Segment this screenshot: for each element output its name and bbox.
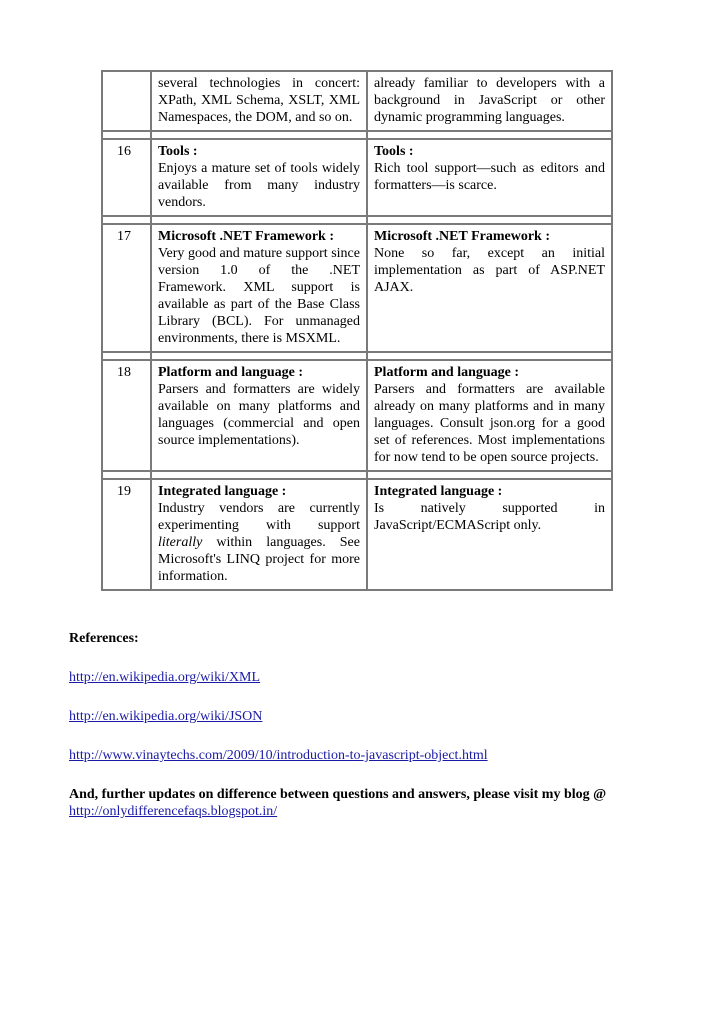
row-number: 19 <box>102 479 151 590</box>
xml-cell-heading: Microsoft .NET Framework : <box>158 229 334 244</box>
json-cell-text: Rich tool support—such as editors and formatters—is scarce. <box>374 161 605 193</box>
reference-link-json[interactable]: http://en.wikipedia.org/wiki/JSON <box>69 709 263 724</box>
json-cell-text: Is natively supported in JavaScript/ECMAScript only. <box>374 501 605 533</box>
table-row <box>102 139 612 216</box>
xml-cell <box>151 360 367 471</box>
table-row <box>102 224 612 352</box>
blog-note: And, further updates on difference between questions and answers, please visit my blog @ <box>69 787 607 802</box>
json-cell-heading: Tools : <box>374 144 414 159</box>
xml-cell-heading: Platform and language : <box>158 365 304 380</box>
row-number <box>102 71 151 131</box>
xml-cell-heading: Tools : <box>158 144 198 159</box>
row-separator <box>102 216 612 224</box>
row-number: 17 <box>102 224 151 352</box>
json-cell-text: None so far, except an initial implementation as part of ASP.NET AJAX. <box>374 246 605 295</box>
xml-cell-text-b: within languages. See Microsoft's LINQ project for more information. <box>158 535 360 584</box>
xml-cell-text-a: Industry vendors are currently experimenting with support <box>158 501 360 533</box>
xml-cell-text: several technologies in concert: XPath, XML Schema, XSLT, XML Namespaces, the DOM, and so on. <box>158 76 360 125</box>
json-cell <box>367 224 612 352</box>
comparison-table <box>101 70 613 591</box>
reference-link-vinaytechs[interactable]: http://www.vinaytechs.com/2009/10/introduction-to-javascript-object.html <box>69 748 488 763</box>
row-separator <box>102 471 612 479</box>
json-cell <box>367 71 612 131</box>
json-cell-heading: Microsoft .NET Framework : <box>374 229 550 244</box>
table-row <box>102 71 612 131</box>
json-cell-text: already familiar to developers with a background in JavaScript or other dynamic programming languages. <box>374 76 605 125</box>
xml-cell-heading: Integrated language : <box>158 484 287 499</box>
xml-cell <box>151 224 367 352</box>
row-separator <box>102 352 612 360</box>
json-cell <box>367 360 612 471</box>
table-row <box>102 360 612 471</box>
reference-link-xml[interactable]: http://en.wikipedia.org/wiki/XML <box>69 670 261 685</box>
json-cell-heading: Integrated language : <box>374 484 503 499</box>
xml-cell <box>151 71 367 131</box>
json-cell <box>367 479 612 590</box>
table-row <box>102 479 612 590</box>
references-section <box>69 630 659 820</box>
json-cell-heading: Platform and language : <box>374 365 520 380</box>
xml-cell-emphasis: literally <box>158 535 203 550</box>
row-separator <box>102 131 612 139</box>
json-cell-text: Parsers and formatters are available already on many platforms and in many languages. Consult json.org for a good set of references. Most implementations for now tend to be open source projects. <box>374 382 605 465</box>
row-number: 18 <box>102 360 151 471</box>
xml-cell <box>151 139 367 216</box>
xml-cell <box>151 479 367 590</box>
blog-link[interactable]: http://onlydifferencefaqs.blogspot.in/ <box>69 804 278 819</box>
row-number: 16 <box>102 139 151 216</box>
xml-cell-text: Parsers and formatters are widely available on many platforms and languages (commercial and open source implementations). <box>158 382 360 448</box>
xml-cell-text: Very good and mature support since version 1.0 of the .NET Framework. XML support is available as part of the Base Class Library (BCL). For unmanaged environments, there is MSXML. <box>158 246 360 346</box>
references-heading: References: <box>69 631 139 646</box>
json-cell <box>367 139 612 216</box>
xml-cell-text: Enjoys a mature set of tools widely available from many industry vendors. <box>158 161 360 210</box>
